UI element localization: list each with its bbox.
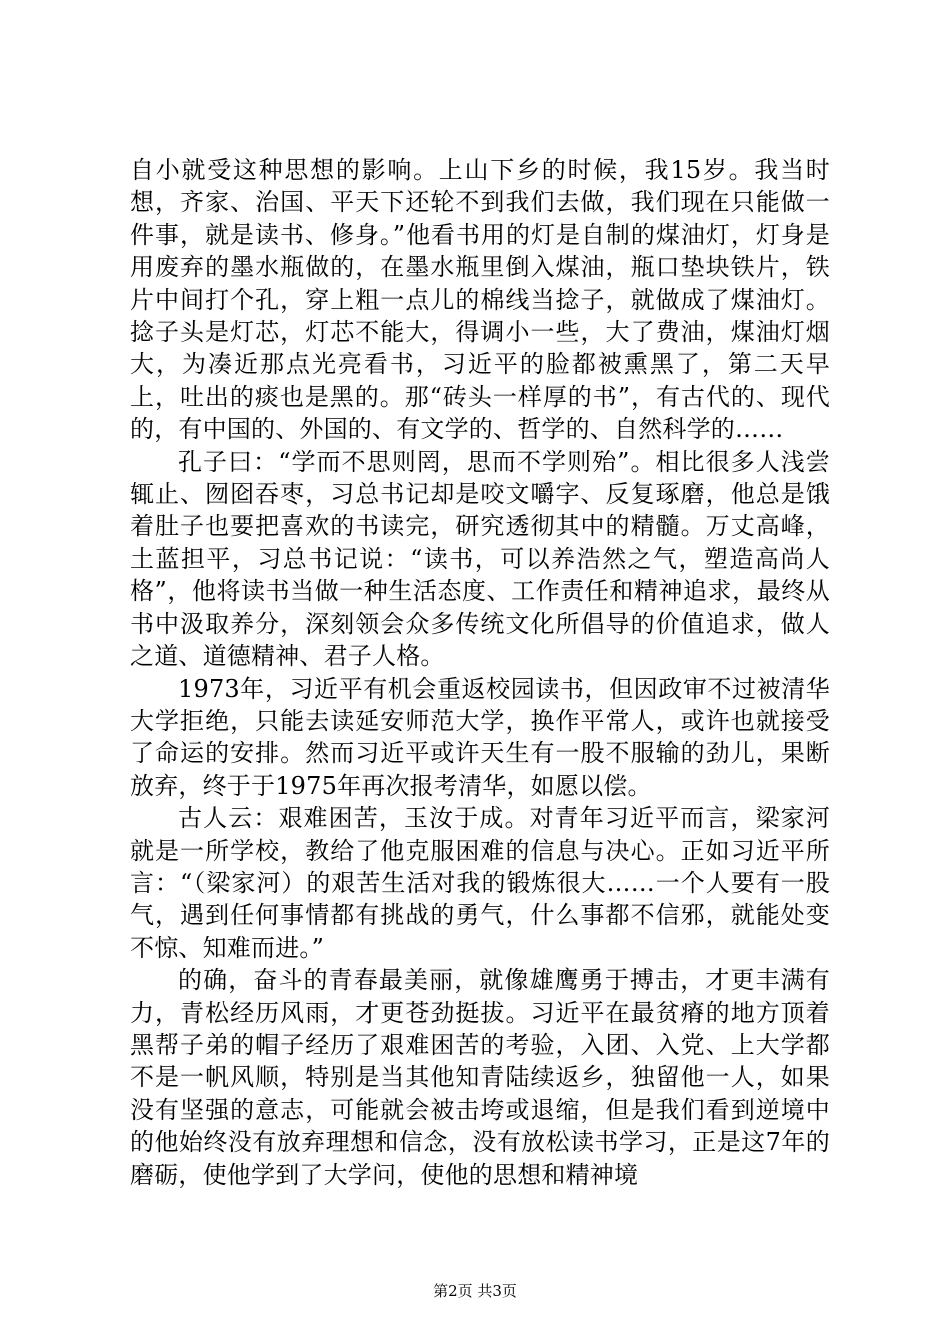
paragraph-4: 古人云：艰难困苦，玉汝于成。对青年习近平而言，梁家河就是一所学校，教给了他克服困难的信息与决心。正如习近平所言：“（梁家河）的艰苦生活对我的锻炼很大……一个人要有一股气，遇到任何事情都有挑战的勇气，什么事都不信邪，就能处变不惊、知难而进。” bbox=[130, 804, 830, 962]
paragraph-2: 孔子曰：“学而不思则罔，思而不学则殆”。相比很多人浅尝辄止、囫囵吞枣，习总书记却是咬文嚼字、反复琢磨，他总是饿着肚子也要把喜欢的书读完，研究透彻其中的精髓。万丈高峰，土蓝担平，习总书记说：“读书，可以养浩然之气，塑造高尚人格”，他将读书当做一种生活态度、工作责任和精神追求，最终从书中汲取养分，深刻领会众多传统文化所倡导的价值追求，做人之道、道德精神、君子人格。 bbox=[130, 447, 830, 671]
paragraph-5: 的确，奋斗的青春最美丽，就像雄鹰勇于搏击，才更丰满有力，青松经历风雨，才更苍劲挺拔。习近平在最贫瘠的地方顶着黑帮子弟的帽子经历了艰难困苦的考验，入团、入党、上大学都不是一帆风顺，特别是当其他知青陆续返乡，独留他一人，如果没有坚强的意志，可能就会被击垮或退缩，但是我们看到逆境中的他始终没有放弃理想和信念，没有放松读书学习，正是这7年的磨砺，使他学到了大学问，使他的思想和精神境 bbox=[130, 966, 830, 1189]
document-body bbox=[130, 154, 830, 1191]
page-number-footer: 第2页 共3页 bbox=[433, 1282, 517, 1300]
paragraph-3: 1973年，习近平有机会重返校园读书，但因政审不过被清华大学拒绝，只能去读延安师范大学，换作平常人，或许也就接受了命运的安排。然而习近平或许天生有一股不服输的劲儿，果断放弃，终于于1975年再次报考清华，如愿以偿。 bbox=[130, 674, 830, 800]
paragraph-1: 自小就受这种思想的影响。上山下乡的时候，我15岁。我当时想，齐家、治国、平天下还轮不到我们去做，我们现在只能做一件事，就是读书、修身。”他看书用的灯是自制的煤油灯，灯身是用废弃的墨水瓶做的，在墨水瓶里倒入煤油，瓶口垫块铁片，铁片中间打个孔，穿上粗一点儿的棉线当捻子，就做成了煤油灯。捻子头是灯芯，灯芯不能大，得调小一些，大了费油，煤油灯烟大，为凑近那点光亮看书，习近平的脸都被熏黑了，第二天早上，吐出的痰也是黑的。那“砖头一样厚的书”，有古代的、现代的，有中国的、外国的、有文学的、哲学的、自然科学的…… bbox=[130, 156, 830, 444]
